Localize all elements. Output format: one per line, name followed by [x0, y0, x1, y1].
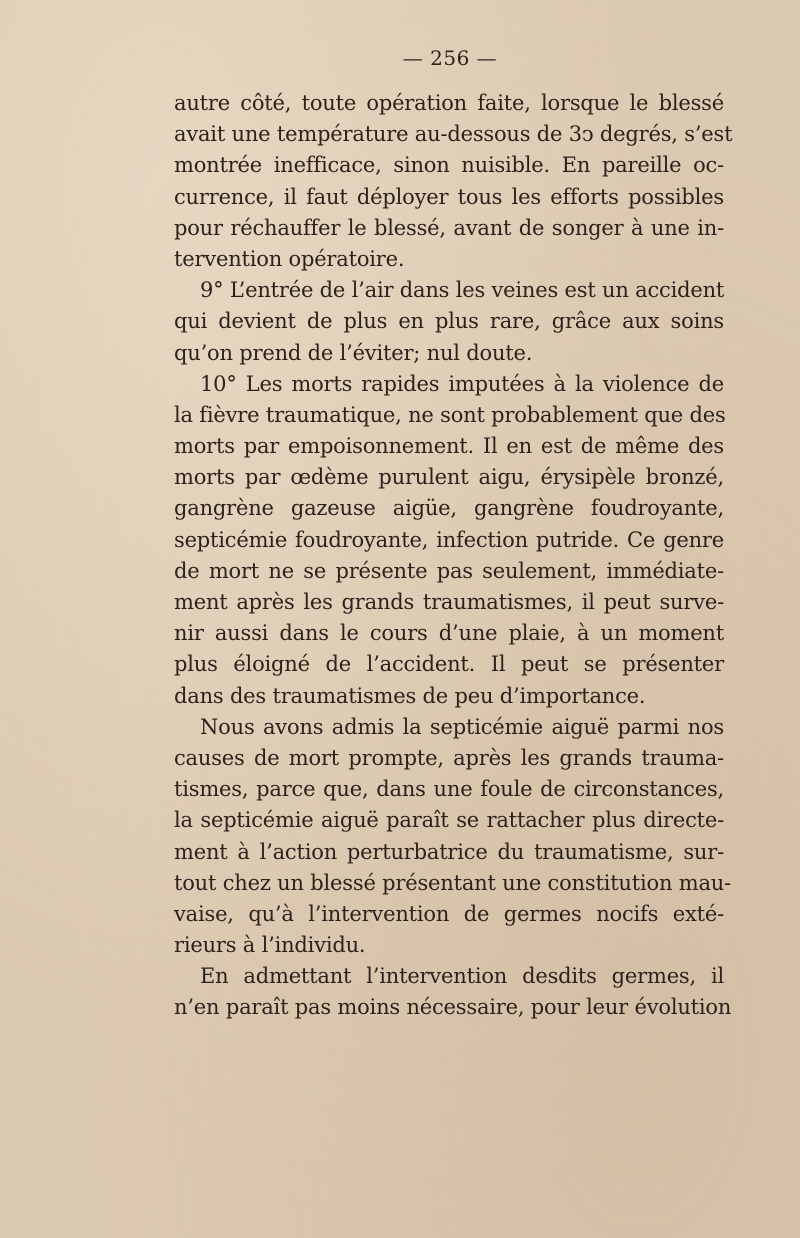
text-line: gangrène gazeuse aigüe, gangrène foudroyante,: [174, 496, 724, 521]
text-line: vaise, qu’à l’intervention de germes nocifs exté-: [174, 901, 724, 926]
text-line: avait une température au-dessous de 3ↄ degrés, s’est: [174, 122, 733, 147]
text-line: dans des traumatismes de peu d’importance.: [174, 683, 646, 708]
text-line: ment après les grands traumatismes, il peut surve-: [174, 590, 724, 614]
paragraph-start-line: En admettant l’intervention desdits germes, il: [200, 964, 724, 989]
text-line: morts par œdème purulent aigu, érysipèle bronzé,: [174, 465, 724, 490]
paragraph-start-line: Nous avons admis la septicémie aiguë parmi nos: [200, 714, 724, 739]
text-line: nir aussi dans le cours d’une plaie, à un moment: [174, 621, 724, 646]
text-line: la fièvre traumatique, ne sont probablement que des: [174, 402, 726, 427]
text-line: autre côté, toute opération faite, lorsque le blessé: [174, 91, 724, 115]
text-line: montrée inefficace, sinon nuisible. En pareille oc-: [174, 153, 724, 178]
text-line: septicémie foudroyante, infection putride. Ce genre: [174, 527, 724, 552]
text-line: causes de mort prompte, après les grands trauma-: [174, 745, 724, 770]
text-line: la septicémie aiguë paraît se rattacher plus directe-: [174, 808, 724, 833]
paragraph-start-line: 9° L’entrée de l’air dans les veines est un accident: [200, 278, 725, 303]
text-line: tervention opératoire.: [174, 246, 405, 271]
text-line: currence, il faut déployer tous les efforts possibles: [174, 184, 724, 209]
text-line: tismes, parce que, dans une foule de circonstances,: [174, 777, 724, 802]
text-line: rieurs à l’individu.: [174, 933, 366, 958]
text-line: plus éloigné de l’accident. Il peut se présenter: [174, 652, 724, 677]
paragraph-start-line: 10° Les morts rapides imputées à la violence de: [200, 371, 724, 396]
text-line: tout chez un blessé présentant une constitution mau-: [174, 870, 732, 895]
text-line: de mort ne se présente pas seulement, immédiate-: [174, 558, 724, 583]
text-line: pour réchauffer le blessé, avant de songer à une in-: [174, 215, 724, 240]
text-line: n’en paraît pas moins nécessaire, pour leur évolution: [174, 995, 732, 1020]
text-line: qu’on prend de l’éviter; nul doute.: [174, 340, 533, 365]
text-line: morts par empoisonnement. Il en est de même des: [174, 434, 724, 459]
page-number: — 256 —: [402, 46, 498, 70]
text-line: qui devient de plus en plus rare, grâce aux soins: [174, 309, 724, 334]
body-text: [174, 88, 733, 1024]
text-line: ment à l’action perturbatrice du traumatisme, sur-: [174, 839, 724, 864]
